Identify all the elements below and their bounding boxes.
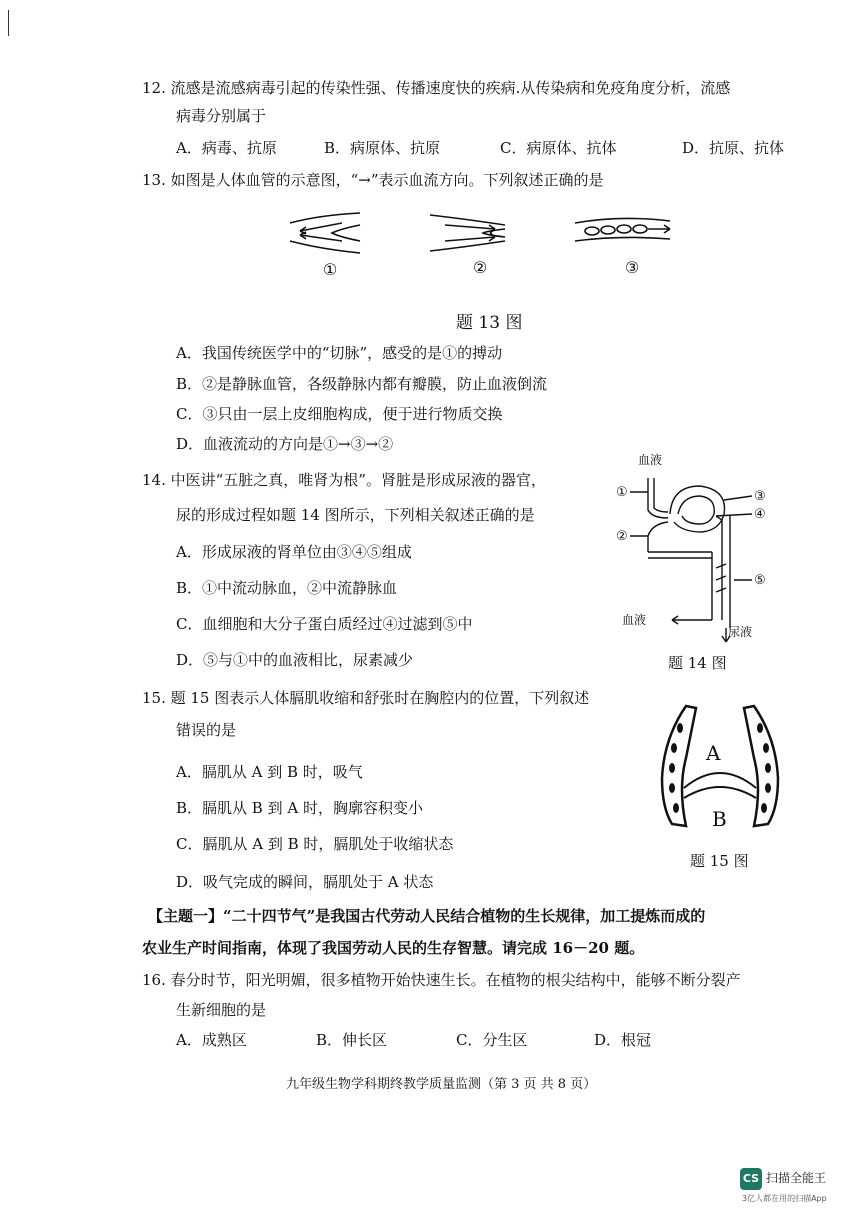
page-footer: 九年级生物学科期终教学质量监测（第 3 页 共 8 页）	[286, 1077, 597, 1092]
vessel-label-2: ②	[472, 258, 488, 277]
q14-stem-line1: 14. 中医讲“五脏之真，唯肾为根”。肾脏是形成尿液的器官，	[142, 471, 546, 489]
diaphragm-line-a	[684, 773, 756, 788]
fig14-blood-out-label: 血液	[622, 613, 647, 627]
q15-option-a: A．膈肌从 A 到 B 时，吸气	[176, 763, 363, 781]
q13-blood-vessel-figure	[280, 205, 680, 285]
q14-nephron-figure	[612, 450, 792, 645]
fig14-label-2: ②	[616, 529, 628, 544]
q15-diaphragm-figure	[650, 698, 790, 838]
q13-caption: 题 13 图	[456, 313, 523, 333]
vessel-2-diagram	[430, 215, 505, 251]
q12-stem-line1: 12. 流感是流感病毒引起的传染性强、传播速度快的疾病.从传染病和免疫角度分析，流感	[142, 79, 731, 97]
q15-stem-line2: 错误的是	[176, 721, 237, 739]
q13-option-a: A．我国传统医学中的“切脉”，感受的是①的搏动	[176, 344, 503, 362]
q16-option-d: D．根冠	[594, 1031, 652, 1049]
q12-stem-line2: 病毒分别属于	[176, 107, 267, 125]
q16-option-c: C．分生区	[456, 1031, 528, 1049]
q15-option-d: D．吸气完成的瞬间，膈肌处于 A 状态	[176, 873, 434, 891]
q14-option-c: C．血细胞和大分子蛋白质经过④过滤到⑤中	[176, 615, 473, 633]
q12-option-a: A．病毒、抗原	[176, 139, 277, 157]
scanner-logo: CS	[740, 1168, 762, 1190]
theme1-line1: 【主题一】“二十四节气”是我国古代劳动人民结合植物的生长规律，加工提炼而成的	[148, 907, 706, 925]
fig14-label-3: ③	[754, 489, 766, 504]
fig15-label-b: B	[712, 807, 727, 831]
nephron-structure	[630, 478, 752, 642]
vessel-label-3: ③	[624, 258, 640, 277]
q16-option-a: A．成熟区	[176, 1031, 247, 1049]
q16-stem-line1: 16. 春分时节，阳光明媚，很多植物开始快速生长。在植物的根尖结构中，能够不断分裂产	[142, 971, 741, 989]
fig14-label-4: ④	[754, 507, 766, 522]
q13-option-d: D．血液流动的方向是①→③→②	[176, 435, 394, 453]
diaphragm-line-b	[684, 787, 756, 798]
q15-option-c: C．膈肌从 A 到 B 时，膈肌处于收缩状态	[176, 835, 454, 853]
theme1-line2: 农业生产时间指南，体现了我国劳动人民的生存智慧。请完成 16－20 题。	[142, 939, 645, 957]
q14-stem-line2: 尿的形成过程如题 14 图所示，下列相关叙述正确的是	[176, 506, 535, 524]
q16-stem-line2: 生新细胞的是	[176, 1001, 267, 1019]
vessel-label-1: ①	[322, 260, 338, 279]
q12-option-b: B．病原体、抗原	[324, 139, 441, 157]
scan-edge-mark	[8, 10, 9, 36]
fig14-blood-top-label: 血液	[638, 453, 663, 467]
q14-option-d: D．⑤与①中的血液相比，尿素减少	[176, 651, 414, 669]
q15-option-b: B．膈肌从 B 到 A 时，胸廓容积变小	[176, 799, 423, 817]
q14-option-b: B．①中流动脉血，②中流静脉血	[176, 579, 398, 597]
scanner-tagline: 3亿人都在用的扫描App	[742, 1194, 827, 1203]
vessel-3-diagram	[575, 218, 670, 241]
fig14-label-1: ①	[616, 485, 628, 500]
q12-option-c: C．病原体、抗体	[500, 139, 617, 157]
scanner-app-name: 扫描全能王	[766, 1171, 827, 1185]
q14-option-a: A．形成尿液的肾单位由③④⑤组成	[176, 543, 412, 561]
q15-caption: 题 15 图	[690, 852, 749, 870]
fig14-urine-label: 尿液	[728, 625, 753, 639]
q13-option-b: B．②是静脉血管，各级静脉内都有瓣膜，防止血液倒流	[176, 375, 548, 393]
q15-stem-line1: 15. 题 15 图表示人体膈肌收缩和舒张时在胸腔内的位置，下列叙述	[142, 689, 590, 707]
q13-option-c: C．③只由一层上皮细胞构成，便于进行物质交换	[176, 405, 503, 423]
q16-option-b: B．伸长区	[316, 1031, 388, 1049]
vessel-1-diagram	[290, 213, 360, 253]
fig14-label-5: ⑤	[754, 573, 766, 588]
q14-caption: 题 14 图	[668, 654, 727, 672]
fig15-label-a: A	[706, 741, 721, 765]
q13-stem: 13. 如图是人体血管的示意图，“→”表示血流方向。下列叙述正确的是	[142, 171, 604, 189]
q12-option-d: D．抗原、抗体	[682, 139, 785, 157]
